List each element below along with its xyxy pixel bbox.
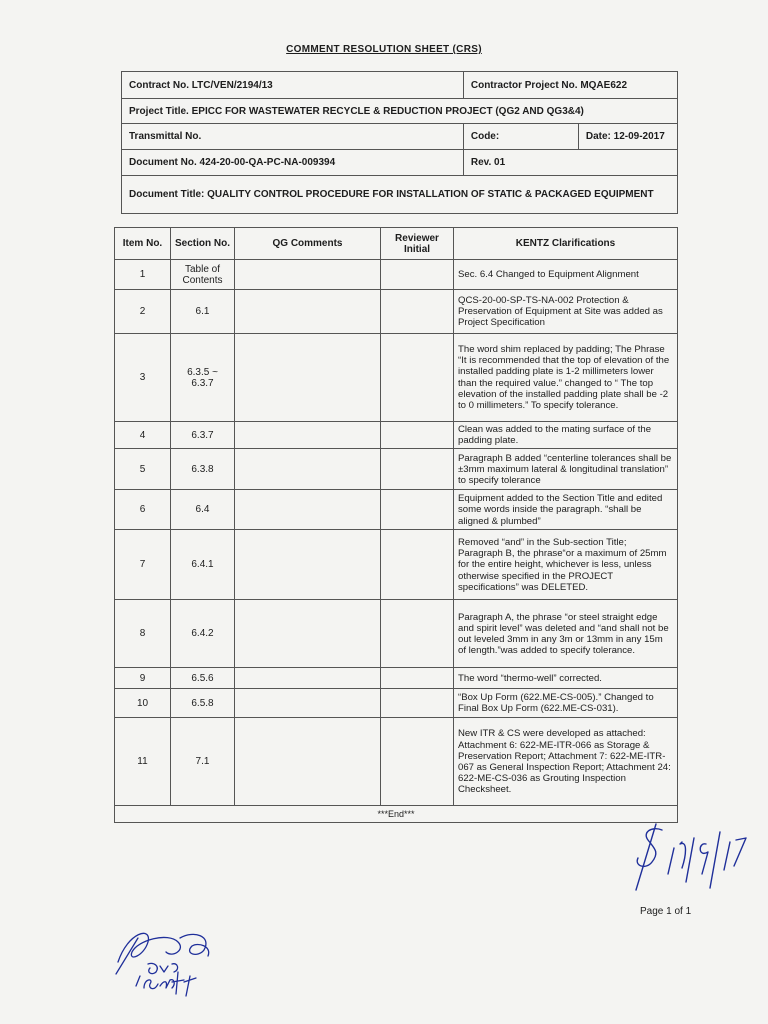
section-no: 7.1 (171, 718, 235, 806)
date-field: Date: 12-09-2017 (578, 124, 677, 150)
col-qg-comments: QG Comments (235, 228, 381, 260)
reviewer-initial (381, 689, 454, 718)
handwritten-signature-date (622, 822, 768, 899)
project-title: Project Title. EPICC FOR WASTEWATER RECYCLE & REDUCTION PROJECT (QG2 AND QG3&4) (122, 99, 678, 124)
reviewer-initial (381, 668, 454, 689)
item-no: 9 (115, 668, 171, 689)
table-header-row (115, 228, 678, 260)
reviewer-initial (381, 449, 454, 490)
end-row (115, 806, 678, 823)
section-no: 6.5.6 (171, 668, 235, 689)
clarification: Clean was added to the mating surface of the padding plate. (454, 422, 678, 449)
document-title: Document Title: QUALITY CONTROL PROCEDURE FOR INSTALLATION OF STATIC & PACKAGED EQUIPMENT (122, 176, 678, 214)
section-no: 6.4.1 (171, 530, 235, 600)
item-no: 5 (115, 449, 171, 490)
document-heading: COMMENT RESOLUTION SHEET (CRS) (286, 44, 482, 55)
qg-comment (235, 718, 381, 806)
clarification: Equipment added to the Section Title and edited some words inside the paragraph. “shall be aligned & plumbed” (454, 490, 678, 530)
section-no: 6.4.2 (171, 600, 235, 668)
clarification: Removed “and” in the Sub-section Title; Paragraph B, the phrase“or a maximum of 25mm for the entire height, whichever is less, unless otherwise specified in the PROJECT specifications” was DELETED. (454, 530, 678, 600)
transmittal-number: Transmittal No. (122, 124, 464, 150)
col-section-no: Section No. (171, 228, 235, 260)
item-no: 8 (115, 600, 171, 668)
clarification: Sec. 6.4 Changed to Equipment Alignment (454, 260, 678, 290)
section-no: 6.3.8 (171, 449, 235, 490)
section-no: 6.3.5 ~ 6.3.7 (171, 334, 235, 422)
clarification: New ITR & CS were developed as attached: Attachment 6: 622-ME-ITR-066 as Storage & Preservation Report; Attachment 7: 622-ME-ITR-067 as General Inspection Report; Attachment 24: 622-ME-CS-036 as Grouting Inspection Checksheet. (454, 718, 678, 806)
qg-comment (235, 530, 381, 600)
section-no: 6.1 (171, 290, 235, 334)
qg-comment (235, 449, 381, 490)
clarification: The word shim replaced by padding; The Phrase “It is recommended that the top of elevation of the installed padding plate is 1-2 millimeters lower than the required value.” changed to “ The top elevation of the installed padding plate shall be -2 to 0 millimeters.” To specify tolerance. (454, 334, 678, 422)
clarification: QCS-20-00-SP-TS-NA-002 Protection & Preservation of Equipment at Site was added as Project Specification (454, 290, 678, 334)
page-number: Page 1 of 1 (640, 906, 692, 917)
col-item-no: Item No. (115, 228, 171, 260)
clarification: The word “thermo-well” corrected. (454, 668, 678, 689)
header-info-table (121, 71, 678, 214)
reviewer-initial (381, 290, 454, 334)
reviewer-initial (381, 334, 454, 422)
item-no: 6 (115, 490, 171, 530)
qg-comment (235, 422, 381, 449)
contract-number: Contract No. LTC/VEN/2194/13 (122, 72, 464, 99)
item-no: 2 (115, 290, 171, 334)
table-row (115, 449, 678, 490)
qg-comment (235, 600, 381, 668)
item-no: 10 (115, 689, 171, 718)
item-no: 1 (115, 260, 171, 290)
qg-comment (235, 668, 381, 689)
clarification: “Box Up Form (622.ME-CS-005).” Changed to Final Box Up Form (622.ME-CS-031). (454, 689, 678, 718)
handwritten-signature (108, 922, 228, 1007)
contractor-project-number: Contractor Project No. MQAE622 (463, 72, 677, 99)
reviewer-initial (381, 600, 454, 668)
reviewer-initial (381, 530, 454, 600)
table-row (115, 334, 678, 422)
reviewer-initial (381, 260, 454, 290)
qg-comment (235, 334, 381, 422)
item-no: 4 (115, 422, 171, 449)
table-row (115, 422, 678, 449)
qg-comment (235, 260, 381, 290)
table-row (115, 668, 678, 689)
reviewer-initial (381, 718, 454, 806)
table-row (115, 490, 678, 530)
item-no: 3 (115, 334, 171, 422)
section-no: 6.4 (171, 490, 235, 530)
table-row (115, 689, 678, 718)
section-no: 6.5.8 (171, 689, 235, 718)
revision-number: Rev. 01 (463, 150, 677, 176)
reviewer-initial (381, 422, 454, 449)
col-kentz-clarifications: KENTZ Clarifications (454, 228, 678, 260)
clarification: Paragraph A, the phrase “or steel straight edge and spirit level” was deleted and “and shall not be out leveled 3mm in any 3m or 13mm in any 15m of length.”was added to specify tolerance. (454, 600, 678, 668)
col-reviewer-initial: Reviewer Initial (381, 228, 454, 260)
table-row (115, 260, 678, 290)
reviewer-initial (381, 490, 454, 530)
item-no: 11 (115, 718, 171, 806)
clarification: Paragraph B added “centerline tolerances shall be ±3mm maximum lateral & longitudinal translation” to specify tolerance (454, 449, 678, 490)
end-marker: ***End*** (115, 806, 678, 823)
code-field: Code: (463, 124, 578, 150)
table-row (115, 530, 678, 600)
qg-comment (235, 290, 381, 334)
table-row (115, 600, 678, 668)
qg-comment (235, 689, 381, 718)
comment-resolution-table (114, 227, 678, 823)
qg-comment (235, 490, 381, 530)
section-no: 6.3.7 (171, 422, 235, 449)
table-row (115, 290, 678, 334)
item-no: 7 (115, 530, 171, 600)
table-row (115, 718, 678, 806)
document-number: Document No. 424-20-00-QA-PC-NA-009394 (122, 150, 464, 176)
section-no: Table of Contents (171, 260, 235, 290)
